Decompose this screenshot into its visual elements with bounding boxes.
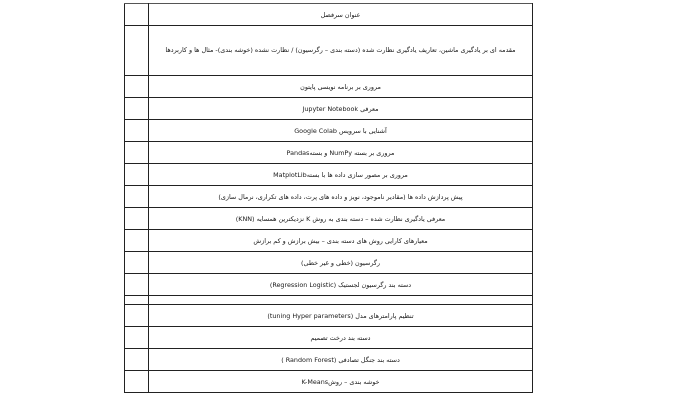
table-row-empty — [125, 296, 533, 305]
table-row — [125, 349, 533, 371]
table-header-row — [125, 4, 533, 26]
table-row — [125, 252, 533, 274]
title-cell: دسته بند رگرسیون لجستیک (Regression Logistic) — [149, 274, 533, 296]
title-cell: مروری بر مصور سازی داده ها با بستهMatplotLib — [149, 164, 533, 186]
number-cell — [125, 296, 149, 305]
table-row — [125, 327, 533, 349]
number-cell — [125, 371, 149, 393]
number-cell — [125, 76, 149, 98]
number-cell — [125, 305, 149, 327]
title-cell: معرفی یادگیری نظارت شده – دسته بندی به روش K نزدیکترین همسایه (KNN) — [149, 208, 533, 230]
title-cell: دسته بند جنگل تصادفی (Random Forest ) — [149, 349, 533, 371]
title-cell: دسته بند درخت تصمیم — [149, 327, 533, 349]
title-cell: آشنایی با سرویس Google Colab — [149, 120, 533, 142]
title-cell: خوشه بندی – روشK-Means — [149, 371, 533, 393]
number-cell — [125, 252, 149, 274]
number-cell — [125, 164, 149, 186]
table-row — [125, 371, 533, 393]
table-row — [125, 208, 533, 230]
header-title-cell: عنوان سرفصل — [149, 4, 533, 26]
number-cell — [125, 208, 149, 230]
table-row — [125, 120, 533, 142]
number-cell — [125, 142, 149, 164]
table-row — [125, 186, 533, 208]
title-cell — [149, 296, 533, 305]
title-cell: رگرسیون (خطی و غیر خطی) — [149, 252, 533, 274]
table-row — [125, 305, 533, 327]
title-cell: معرفی Jupyter Notebook — [149, 98, 533, 120]
number-cell — [125, 4, 149, 26]
table-row — [125, 26, 533, 76]
number-cell — [125, 349, 149, 371]
title-cell: پیش پردازش داده ها (مقادیر ناموجود، نویز و داده های پرت، داده های تکراری، نرمال سازی) — [149, 186, 533, 208]
number-cell — [125, 274, 149, 296]
table-row — [125, 76, 533, 98]
title-cell: مروری بر بسته NumPy و بستهPandas — [149, 142, 533, 164]
number-cell — [125, 98, 149, 120]
title-cell: مروری بر برنامه نویسی پایتون — [149, 76, 533, 98]
number-cell — [125, 120, 149, 142]
number-cell — [125, 186, 149, 208]
title-cell: تنظیم پارامترهای مدل (tuning Hyper parameters) — [149, 305, 533, 327]
table-row — [125, 98, 533, 120]
title-cell: مقدمه ای بر یادگیری ماشین، تعاریف یادگیری نظارت شده (دسته بندی – رگرسیون) / نظارت نشده (خوشه بندی)- مثال ها و کاربردها — [149, 26, 533, 76]
number-cell — [125, 26, 149, 76]
table-row — [125, 274, 533, 296]
syllabus-table — [124, 3, 533, 393]
number-cell — [125, 230, 149, 252]
table-row — [125, 230, 533, 252]
table-row — [125, 142, 533, 164]
number-cell — [125, 327, 149, 349]
title-cell: معیارهای کارایی روش های دسته بندی – بیش برازش و کم برازش — [149, 230, 533, 252]
table-row — [125, 164, 533, 186]
